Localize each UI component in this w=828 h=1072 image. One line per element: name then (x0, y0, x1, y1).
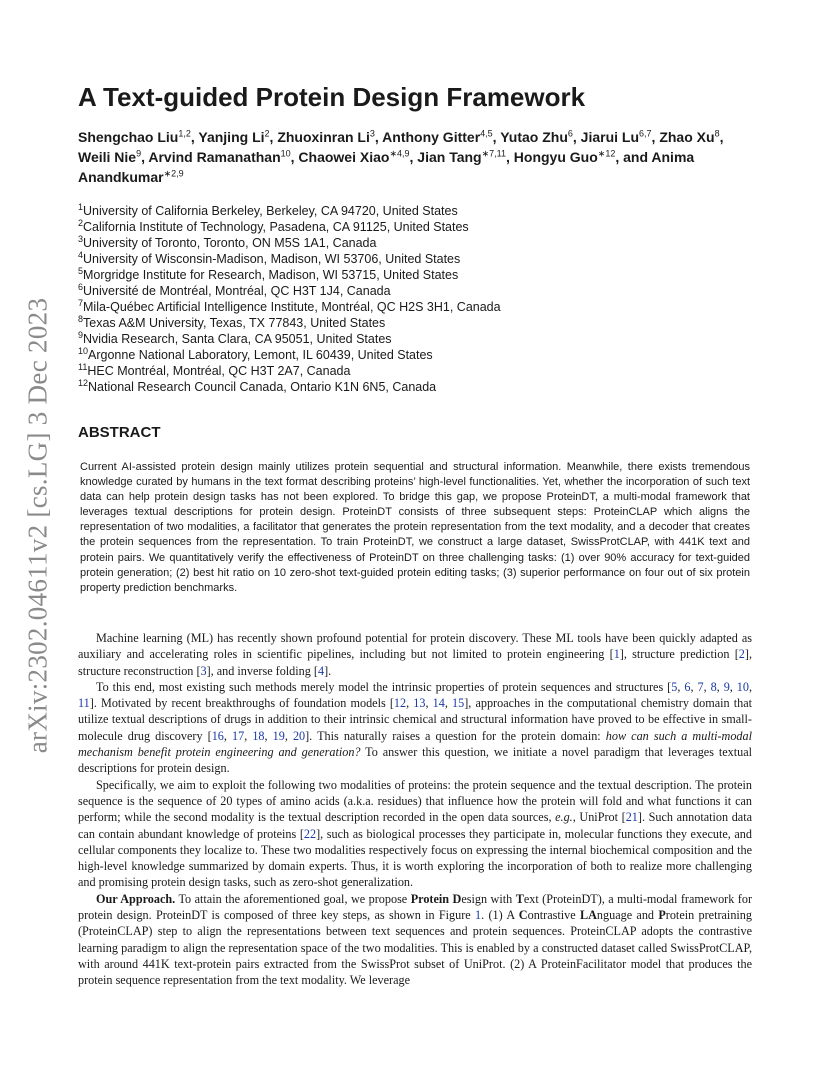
body-text: rotein pretraining (ProteinCLAP) step to align the representations between text sequences and protein sequences. ProteinCLAP adopts the contrastive learning paradigm to align the representation space of the two modalities. This is enabled by a constructed dataset called SwissProtCLAP, with around 441K text-protein pairs extracted from the SwissProt subset of UniProt. (2) A ProteinFacilitator model that produces the protein sequence representation from the text modality. We leverage (78, 908, 752, 988)
affiliation-number: 2 (78, 217, 84, 228)
body-text: , UniProt [ (572, 810, 626, 825)
body-text: , (406, 696, 414, 711)
affiliation-text: Texas A&M University, Texas, TX 77843, United States (83, 316, 386, 330)
arxiv-identifier (10, 290, 66, 760)
body-text: To this end, most existing such methods merely model the intrinsic properties of protein sequences and structures [ (96, 679, 672, 694)
author-name: Zhao Xu (659, 129, 715, 145)
citation-link[interactable]: 19 (272, 728, 285, 743)
affiliation-number: 6 (78, 281, 84, 292)
bold-text: P (658, 908, 666, 923)
citation-link[interactable]: 12 (393, 696, 407, 711)
body-text: ], and inverse folding [ (206, 663, 318, 678)
author-name: Arvind Ramanathan (148, 149, 281, 165)
affiliation-text: University of Wisconsin-Madison, Madison, WI 53706, United States (83, 252, 461, 266)
citation-link[interactable]: 1 (475, 908, 482, 923)
affiliation-item (78, 283, 758, 299)
author-affiliation-marker: ∗7,11 (481, 148, 506, 159)
citation-link[interactable]: 20 (292, 728, 306, 743)
body-text: , (284, 728, 293, 743)
author-name: Anthony Gitter (382, 129, 481, 145)
body-text: , (677, 679, 685, 694)
author-name: Hongyu Guo (513, 149, 598, 165)
paragraph-two-modalities (78, 777, 752, 891)
affiliation-number: 5 (78, 265, 84, 276)
citation-link[interactable]: 6 (684, 679, 691, 694)
citation-link[interactable]: 8 (710, 679, 717, 694)
body-text: , (425, 696, 433, 711)
emphasized-text: how can such a multi-modal mechanism benefit protein engineering and generation? (78, 728, 753, 760)
author-conjunction: and (623, 149, 649, 165)
affiliation-text: University of California Berkeley, Berkeley, CA 94720, United States (83, 204, 458, 218)
body-text: To attain the aforementioned goal, we propose (175, 891, 411, 906)
body-text: esign with (461, 891, 516, 906)
body-text: ], approaches in the computational chemistry domain that utilize textual descriptions of drugs in addition to their intrinsic chemical and structural information have proved to be effective in small-molecule drug discovery [ (78, 696, 753, 743)
author-affiliation-marker: 4,5 (480, 128, 493, 139)
bold-text: Our Approach. (96, 891, 176, 906)
affiliation-item (78, 315, 758, 331)
citation-link[interactable]: 7 (697, 679, 704, 694)
author-affiliation-marker: 9 (136, 148, 142, 159)
abstract-text: Current AI-assisted protein design mainly utilizes protein sequential and structural information. Meanwhile, there exists tremendous knowledge curated by humans in the text format describing proteins’ high-level functionalities. Yet, whether the incorporation of such text data can help protein design tasks has not been explored. To bridge this gap, we propose ProteinDT, a multi-modal framework that leverages textual descriptions for protein design. ProteinDT consists of three subsequent steps: ProteinCLAP which aligns the representation of two modalities, a facilitator that generates the protein representation from the text modality, and a decoder that creates the protein sequences from the representation. To train ProteinDT, we construct a large dataset, SwissProtCLAP, with 441K text and protein pairs. We quantitatively verify the effectiveness of ProteinDT on three challenging tasks: (1) over 90% accuracy for text-guided protein generation; (2) best hit ratio on 10 zero-shot text-guided protein editing tasks; (3) superior performance on four out of six protein property prediction benchmarks. (80, 461, 750, 594)
affiliation-text: Argonne National Laboratory, Lemont, IL 60439, United States (88, 348, 433, 362)
affiliation-text: Morgridge Institute for Research, Madison, WI 53715, United States (83, 268, 459, 282)
author-affiliation-marker: 10 (280, 148, 291, 159)
body-text: , (703, 679, 711, 694)
affiliation-item (78, 331, 758, 347)
citation-link[interactable]: 17 (232, 728, 245, 743)
emphasized-text: e.g. (555, 810, 573, 825)
citation-link[interactable]: 5 (671, 679, 678, 694)
citation-link[interactable]: 9 (723, 679, 730, 694)
body-text: , (444, 696, 453, 711)
affiliation-text: Université de Montréal, Montréal, QC H3T 1J4, Canada (83, 284, 391, 298)
paragraph-our-approach (78, 891, 752, 989)
citation-link[interactable]: 3 (200, 663, 207, 678)
affiliation-number: 11 (78, 361, 88, 372)
affiliation-text: National Research Council Canada, Ontario K1N 6N5, Canada (88, 380, 437, 394)
body-text: ontrastive (527, 908, 580, 923)
abstract-heading: ABSTRACT (78, 424, 161, 441)
body-text: ], such as biological processes they participate in, molecular functions they execute, and cellular components they localize to. These two modalities respectively focus on expressing the internal biochemical composition and the high-level knowledge summarized by domain experts. Thus, it is worth exploring the incorporation of both to realize more challenging and promising protein design tasks, such as zero-shot generalization. (78, 826, 752, 890)
body-text: To answer this question, we initiate a novel paradigm that leverages textual descriptions for protein design. (78, 745, 752, 776)
body-text: nguage and (596, 908, 659, 923)
paragraph-existing-methods (78, 679, 752, 777)
author-affiliation-marker: ∗4,9 (389, 148, 410, 159)
bold-text: Protein D (410, 891, 462, 906)
affiliation-text: Mila-Québec Artificial Intelligence Institute, Montréal, QC H2S 3H1, Canada (83, 300, 501, 314)
body-text: , (244, 728, 253, 743)
affiliation-item (78, 267, 758, 283)
citation-link[interactable]: 22 (303, 826, 317, 841)
citation-link[interactable]: 18 (252, 728, 265, 743)
citation-link[interactable]: 21 (625, 810, 638, 825)
body-text: , (729, 679, 737, 694)
paragraph-ml-background (78, 630, 752, 679)
body-text: , (690, 679, 698, 694)
affiliation-item (78, 299, 758, 315)
author-name: Zhuoxinran Li (277, 129, 370, 145)
citation-link[interactable]: 16 (211, 728, 224, 743)
affiliation-number: 12 (78, 377, 89, 388)
body-text: Machine learning (ML) has recently shown profound potential for protein discovery. These ML tools have been quickly adapted as auxiliary and accelerating roles in scientific pipelines, including but not limited to protein engineering [ (78, 631, 752, 662)
affiliation-item (78, 379, 758, 395)
affiliation-number: 4 (78, 249, 84, 260)
author-name: Yutao Zhu (500, 129, 568, 145)
author-affiliation-marker: 6 (567, 128, 573, 139)
body-text: Specifically, we aim to exploit the following two modalities of proteins: the protein sequence and the textual description. The protein sequence is the sequence of 20 types of amino acids (a.k.a. residues) that influence how the protein will fold and what functions it can perform; while the second modality is the textual description recorded in the open data sources, (78, 777, 752, 825)
body-text: ]. Such annotation data can contain abundant knowledge of proteins [ (78, 810, 752, 841)
author-name: Chaowei Xiao (298, 149, 390, 165)
affiliation-number: 10 (78, 345, 89, 356)
affiliation-number: 8 (78, 313, 84, 324)
body-text: ]. (324, 663, 332, 678)
body-text: ]. Motivated by recent breakthroughs of foundation models [ (89, 696, 394, 711)
body-text: ], structure prediction [ (619, 647, 739, 662)
citation-link[interactable]: 10 (736, 679, 749, 694)
bold-text: C (518, 908, 528, 923)
body-text: ], structure reconstruction [ (78, 647, 752, 678)
author-affiliation-marker: 8 (714, 128, 720, 139)
citation-link[interactable]: 4 (317, 663, 325, 678)
author-list: Shengchao Liu$^{1,2}$, Yanjing Li$^2$, Zhuoxinran Li$^3$, Anthony Gitter$^{4,5}$, Yutao Zhu$^6$, Jiarui Lu$^{6,7}$, Zhao Xu$^8$, Weili Nie$^9$, Arvind Ramanathan$^{10}$, Chaowei Xiao$^{∗4,9}$, Jian Tang$^{∗7,11}$, Hongyu Guo$^{∗12}$, and Anima Anandkumar$^{∗2,9}$ (78, 128, 724, 185)
citation-link[interactable]: 1 (613, 647, 620, 662)
author-affiliation-marker: 3 (369, 128, 375, 139)
author-affiliation-marker: 6,7 (639, 128, 652, 139)
body-text: , (223, 728, 232, 743)
affiliation-item (78, 203, 758, 219)
affiliation-item (78, 251, 758, 267)
citation-link[interactable]: 13 (413, 696, 426, 711)
affiliation-text: Nvidia Research, Santa Clara, CA 95051, United States (83, 332, 392, 346)
bold-text: T (515, 891, 524, 906)
author-name: Weili Nie (78, 149, 137, 165)
affiliation-number: 3 (78, 233, 84, 244)
introduction-body (78, 630, 752, 989)
body-text: , (264, 728, 273, 743)
affiliation-item (78, 347, 758, 363)
body-text: ext (ProteinDT), a multi-modal framework for protein design. ProteinDT is composed of three key steps, as shown in Figure (78, 891, 753, 923)
paper-title: A Text-guided Protein Design Framework (78, 82, 586, 112)
bold-text: LA (579, 908, 597, 923)
citation-link[interactable]: 2 (738, 647, 745, 662)
author-affiliation-marker: ∗12 (597, 148, 616, 159)
author-name: Shengchao Liu (78, 129, 179, 145)
author-affiliation-marker: 2 (264, 128, 270, 139)
affiliation-number: 7 (78, 297, 84, 308)
affiliation-text: California Institute of Technology, Pasadena, CA 91125, United States (83, 220, 469, 234)
citation-link[interactable]: 15 (452, 696, 465, 711)
author-name: Anima Anandkumar (78, 149, 695, 185)
body-text: ]. This naturally raises a question for the protein domain: (305, 728, 606, 743)
body-text: , (748, 679, 753, 694)
author-name: Jiarui Lu (580, 129, 640, 145)
citation-link[interactable]: 11 (78, 696, 90, 711)
affiliation-list (78, 203, 758, 395)
body-text: . (1) A (481, 908, 519, 923)
author-name: Yanjing Li (198, 129, 265, 145)
affiliation-number: 1 (78, 201, 84, 212)
author-affiliation-marker: 1,2 (178, 128, 191, 139)
author-name: Jian Tang (417, 149, 482, 165)
affiliation-item (78, 235, 758, 251)
affiliation-number: 9 (78, 329, 84, 340)
affiliation-item (78, 219, 758, 235)
affiliation-text: HEC Montréal, Montréal, QC H3T 2A7, Canada (87, 364, 351, 378)
author-affiliation-marker: ∗2,9 (163, 168, 184, 179)
citation-link[interactable]: 14 (432, 696, 445, 711)
affiliation-item (78, 363, 758, 379)
body-text: , (716, 679, 724, 694)
affiliation-text: University of Toronto, Toronto, ON M5S 1A1, Canada (83, 236, 377, 250)
arxiv-identifier-text: arXiv:2302.04611v2 [cs.LG] 3 Dec 2023 (22, 297, 53, 753)
